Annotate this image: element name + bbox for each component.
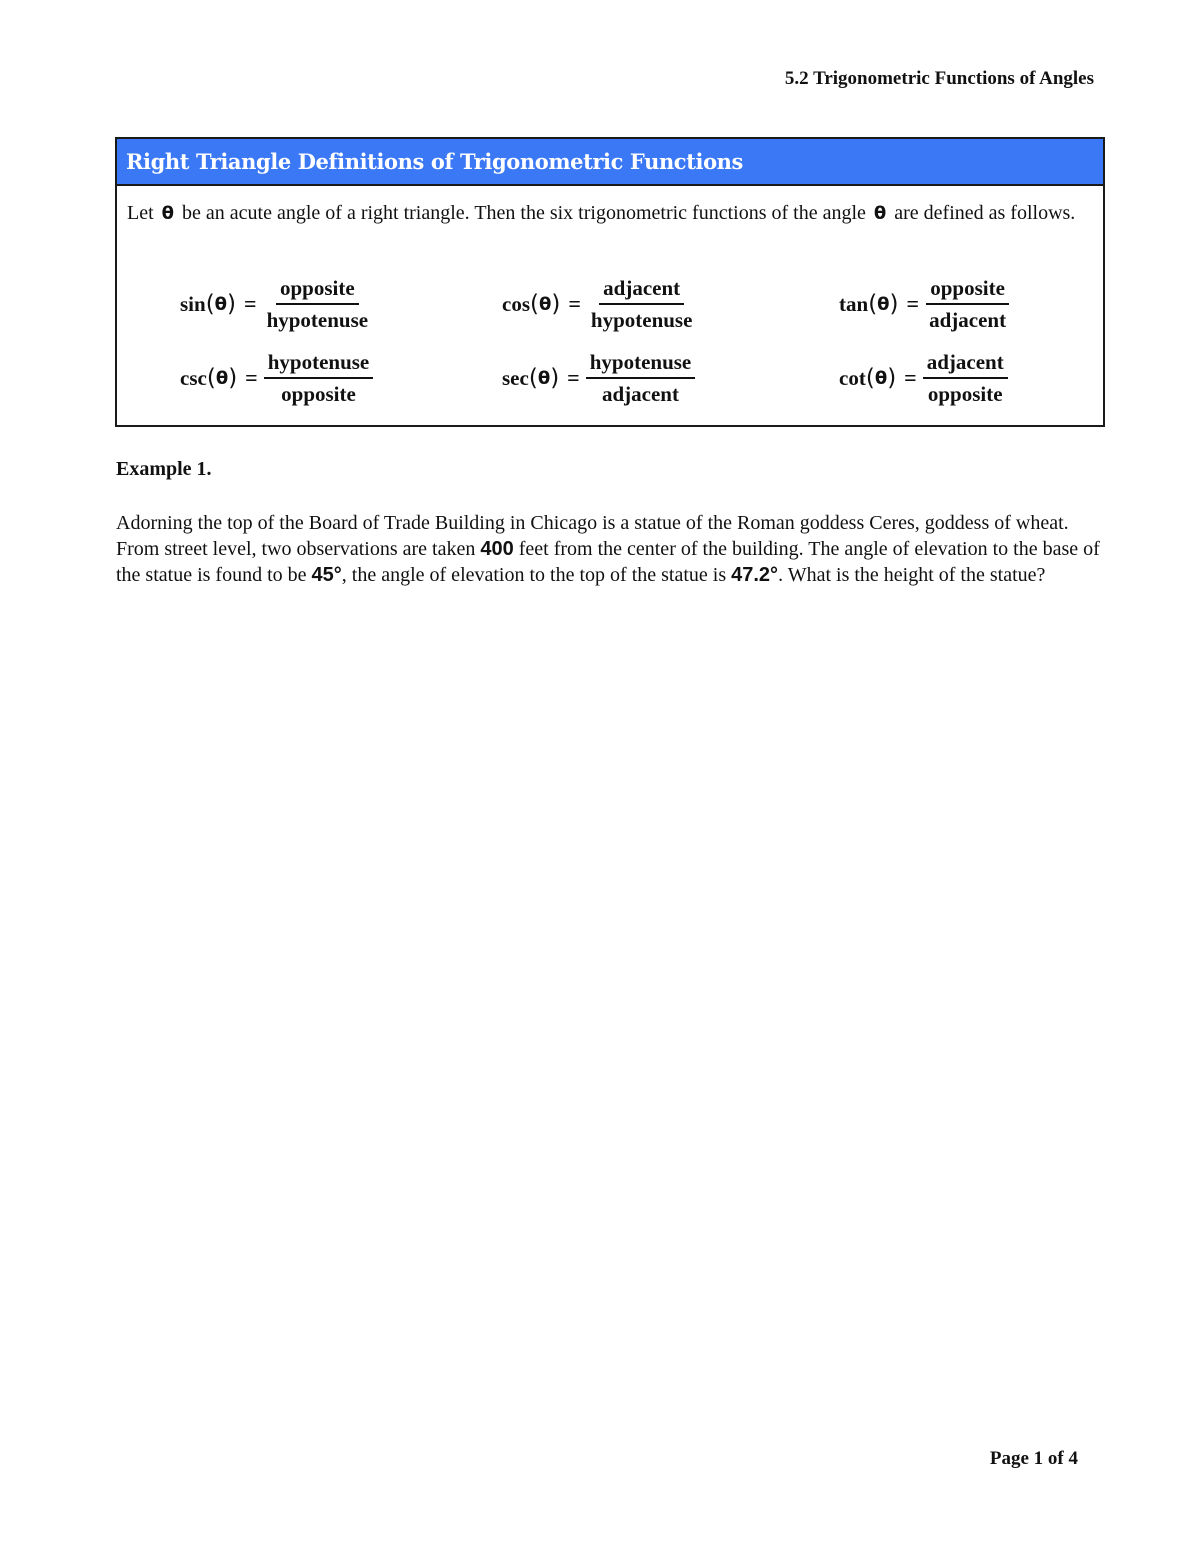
distance-value: 400	[480, 538, 514, 560]
formula-sin: sin ( θ ) = $\frac{\text{opposite}}{\text{hypotenuse}}$	[180, 273, 372, 335]
example-problem-text	[116, 510, 1106, 588]
equals-sign: =	[245, 365, 258, 390]
fraction-denominator: opposite	[927, 382, 1003, 406]
theta-symbol: θ	[873, 203, 887, 224]
example-heading: Example 1.	[116, 458, 212, 480]
fraction	[263, 276, 373, 332]
definition-intro	[117, 186, 1103, 227]
theta-symbol: θ	[537, 367, 551, 389]
fraction	[587, 276, 697, 332]
example-text-part: feet from the center of the building. The angle of elevation to the base of the statue is found to be	[116, 538, 1100, 586]
function-name: tan	[839, 291, 869, 316]
formula-grid	[117, 273, 1103, 423]
running-header-title: 5.2 Trigonometric Functions of Angles	[784, 68, 1094, 89]
equals-sign: =	[244, 291, 257, 316]
equals-sign: =	[567, 365, 580, 390]
theta-symbol: θ	[538, 293, 552, 315]
theta-symbol: θ	[161, 203, 175, 224]
example-text-part: Adorning the top of the Board of Trade Building in Chicago is a statue of the Roman goddess Ceres, goddess of wheat. From street level, two observations are taken	[116, 512, 1069, 560]
function-name: csc	[180, 365, 207, 390]
fraction-numerator: adjacent	[599, 276, 684, 305]
fraction-denominator: hypotenuse	[590, 308, 693, 332]
theta-symbol: θ	[214, 293, 228, 315]
angle-base-value: 45°	[311, 564, 342, 586]
function-name: cot	[839, 365, 866, 390]
fraction	[925, 276, 1010, 332]
equals-sign: =	[906, 291, 920, 316]
intro-end: are defined as follows.	[894, 202, 1076, 224]
example-text-part: . What is the height of the statue?	[778, 564, 1046, 586]
fraction-numerator: adjacent	[923, 350, 1008, 379]
fraction-numerator: opposite	[926, 276, 1009, 305]
example-text-part: , the angle of elevation to the top of the statue is	[341, 564, 727, 586]
angle-top-value: 47.2°	[731, 564, 779, 586]
intro-let: Let	[127, 202, 154, 224]
fraction-denominator: adjacent	[929, 308, 1007, 332]
equals-sign: =	[568, 291, 581, 316]
function-name: sec	[502, 365, 529, 390]
equals-sign: =	[904, 365, 917, 390]
page-number: Page 1 of 4	[989, 1448, 1078, 1469]
fraction-denominator: hypotenuse	[266, 308, 369, 332]
theta-symbol: θ	[215, 367, 229, 389]
fraction-denominator: opposite	[281, 382, 356, 406]
formula-csc: csc ( θ ) = $\frac{\text{hypotenuse}}{\text{opposite}}$	[180, 347, 373, 409]
fraction-denominator: adjacent	[601, 382, 679, 406]
fraction-numerator: opposite	[276, 276, 359, 305]
function-name: cos	[502, 291, 530, 316]
formula-tan: tan ( θ ) = $\frac{\text{opposite}}{\text{adjacent}}$	[839, 273, 1010, 335]
intro-middle: be an acute angle of a right triangle. Then the six trigonometric functions of the angle	[182, 202, 866, 224]
theta-symbol: θ	[877, 293, 890, 315]
fraction	[264, 350, 374, 406]
fraction-numerator: hypotenuse	[264, 350, 374, 379]
theta-symbol: θ	[874, 367, 888, 389]
definition-box	[115, 137, 1105, 427]
definition-box-title: Right Triangle Definitions of Trigonometric Functions	[117, 139, 1103, 186]
fraction-numerator: hypotenuse	[586, 350, 696, 379]
fraction	[923, 350, 1008, 406]
formula-sec: sec ( θ ) = $\frac{\text{hypotenuse}}{\text{adjacent}}$	[502, 347, 695, 409]
function-name: sin	[180, 291, 206, 316]
formula-cot: cot ( θ ) = $\frac{\text{adjacent}}{\text{opposite}}$	[839, 347, 1008, 409]
fraction	[586, 350, 696, 406]
formula-cos: cos ( θ ) = $\frac{\text{adjacent}}{\text{hypotenuse}}$	[502, 273, 696, 335]
